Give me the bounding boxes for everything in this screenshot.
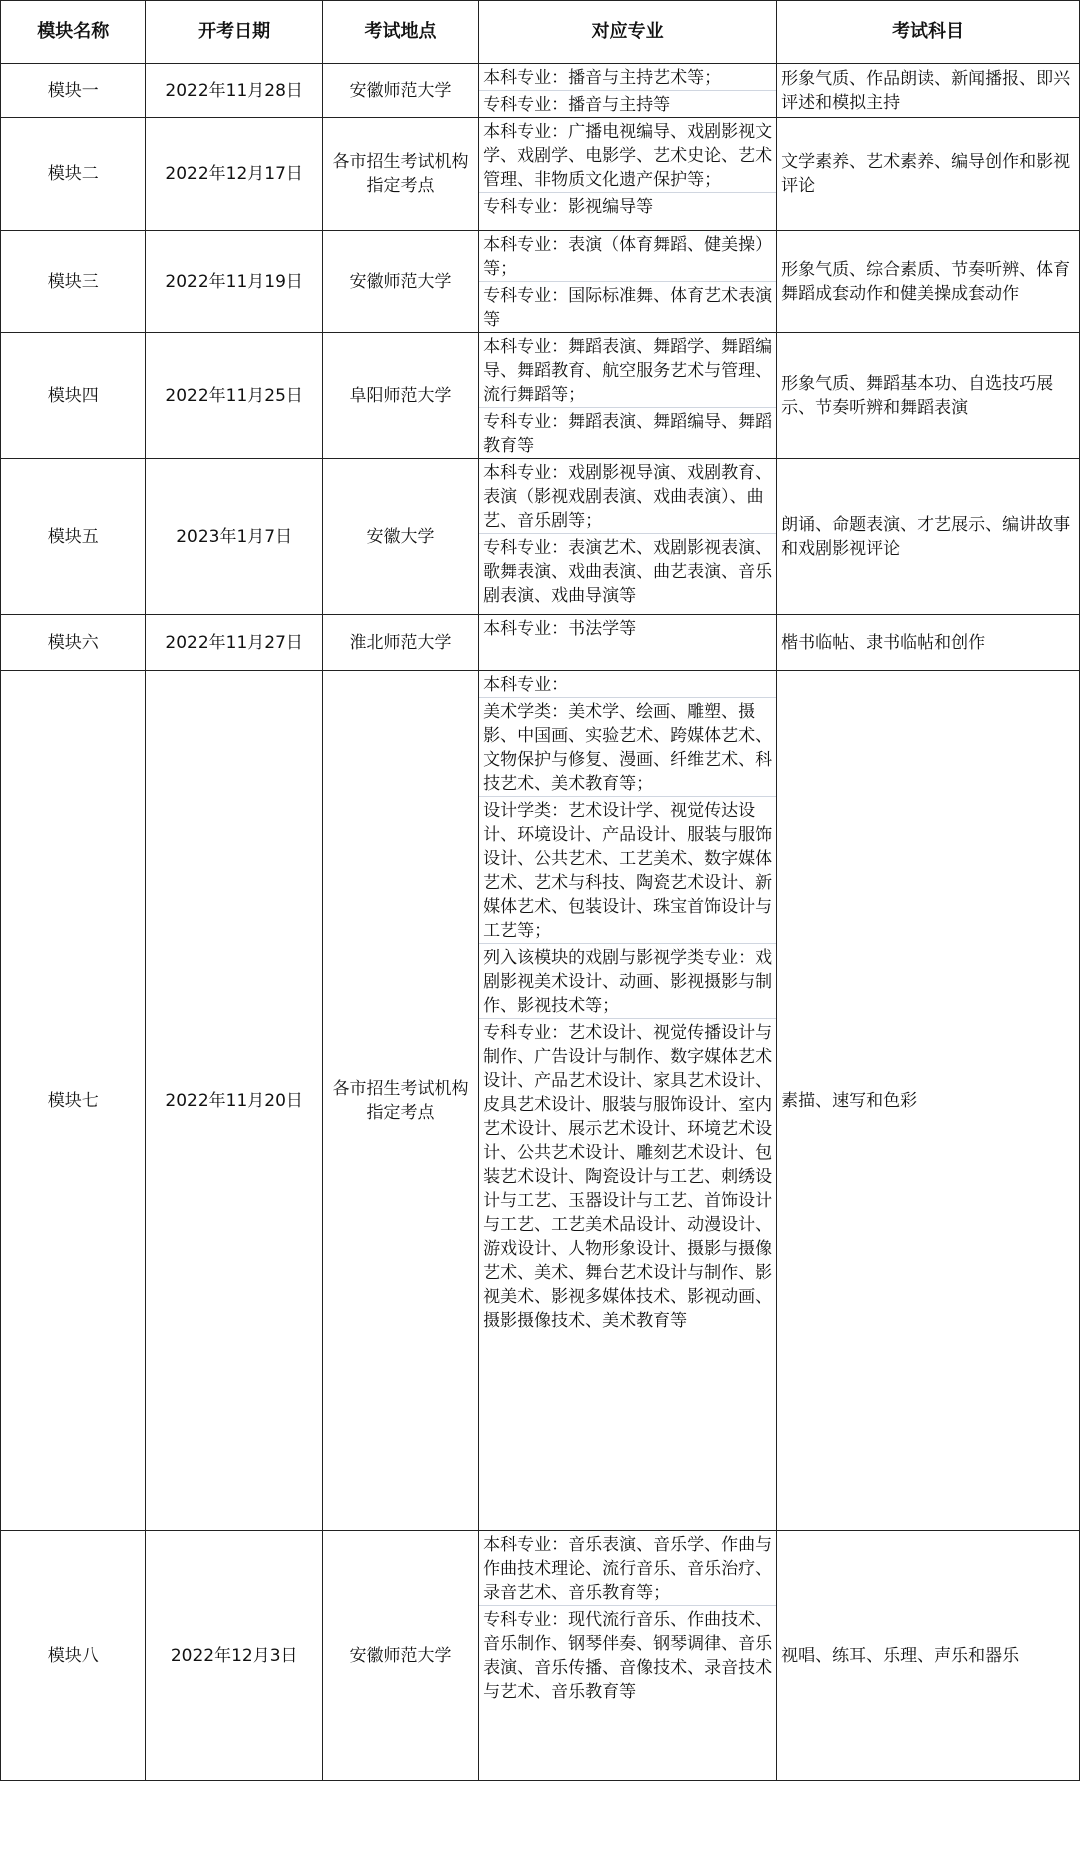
majors-cell [479,64,777,118]
header-exam-location: 考试地点 [322,1,478,64]
majors-cell [479,118,777,231]
major-segment: 专科专业：影视编导等 [483,197,654,217]
exam-subjects: 形象气质、舞蹈基本功、自选技巧展示、节奏听辨和舞蹈表演 [777,333,1080,459]
major-segment: 美术学类：美术学、绘画、雕塑、摄影、中国画、实验艺术、跨媒体艺术、文物保护与修复、漫画、纤维艺术、科技艺术、美术教育等； [479,698,776,797]
major-segment: 本科专业：舞蹈表演、舞蹈学、舞蹈编导、舞蹈教育、航空服务艺术与管理、流行舞蹈等； [479,333,776,408]
exam-date: 2022年11月19日 [146,231,322,333]
table-row [1,231,1080,333]
majors-cell [479,1531,777,1781]
majors-cell [479,615,777,671]
exam-subjects: 视唱、练耳、乐理、声乐和器乐 [777,1531,1080,1781]
exam-date: 2022年11月20日 [146,671,322,1531]
major-segment: 专科专业：现代流行音乐、作曲技术、音乐制作、钢琴伴奏、钢琴调律、音乐表演、音乐传播、音像技术、录音技术与艺术、音乐教育等 [483,1610,773,1702]
major-segment: 专科专业：艺术设计、视觉传播设计与制作、广告设计与制作、数字媒体艺术设计、产品艺术设计、家具艺术设计、皮具艺术设计、服装与服饰设计、室内艺术设计、展示艺术设计、环境艺术设计、公共艺术设计、雕刻艺术设计、包装艺术设计、陶瓷设计与工艺、刺绣设计与工艺、玉器设计与工艺、首饰设计与工艺、工艺美术品设计、动漫设计、游戏设计、人物形象设计、摄影与摄像艺术、美术、舞台艺术设计与制作、影视美术、影视多媒体技术、影视动画、摄影摄像技术、美术教育等 [483,1023,773,1331]
table-row [1,615,1080,671]
major-segment: 专科专业：播音与主持等 [483,95,671,115]
major-segment: 专科专业：舞蹈表演、舞蹈编导、舞蹈教育等 [483,412,773,456]
exam-date: 2022年11月25日 [146,333,322,459]
major-segment: 本科专业：表演（体育舞蹈、健美操）等； [479,231,776,282]
table-row [1,118,1080,231]
header-row [1,1,1080,64]
exam-location: 安徽师范大学 [322,1531,478,1781]
exam-subjects: 楷书临帖、隶书临帖和创作 [777,615,1080,671]
module-name: 模块七 [1,671,146,1531]
exam-subjects: 文学素养、艺术素养、编导创作和影视评论 [777,118,1080,231]
exam-date: 2022年12月3日 [146,1531,322,1781]
header-exam-date: 开考日期 [146,1,322,64]
major-segment: 本科专业：书法学等 [483,619,637,639]
module-name: 模块四 [1,333,146,459]
header-exam-subjects: 考试科目 [777,1,1080,64]
exam-location: 各市招生考试机构指定考点 [322,671,478,1531]
major-segment: 专科专业：表演艺术、戏剧影视表演、歌舞表演、戏曲表演、曲艺表演、音乐剧表演、戏曲导演等 [483,538,773,606]
module-name: 模块一 [1,64,146,118]
module-name: 模块六 [1,615,146,671]
module-name: 模块五 [1,459,146,615]
exam-location: 淮北师范大学 [322,615,478,671]
module-name: 模块二 [1,118,146,231]
exam-location: 阜阳师范大学 [322,333,478,459]
exam-date: 2022年11月28日 [146,64,322,118]
header-majors: 对应专业 [479,1,777,64]
exam-location: 各市招生考试机构指定考点 [322,118,478,231]
exam-date: 2022年11月27日 [146,615,322,671]
majors-cell [479,671,777,1531]
majors-cell [479,231,777,333]
major-segment: 本科专业：广播电视编导、戏剧影视文学、戏剧学、电影学、艺术史论、艺术管理、非物质文化遗产保护等； [479,118,776,193]
table-row [1,459,1080,615]
major-segment: 本科专业： [479,671,776,698]
table-row [1,333,1080,459]
major-segment: 本科专业：播音与主持艺术等； [479,64,776,91]
exam-location: 安徽师范大学 [322,64,478,118]
exam-location: 安徽大学 [322,459,478,615]
table-row [1,671,1080,1531]
majors-cell [479,459,777,615]
major-segment: 列入该模块的戏剧与影视学类专业：戏剧影视美术设计、动画、影视摄影与制作、影视技术等； [479,944,776,1019]
module-name: 模块八 [1,1531,146,1781]
table-row [1,64,1080,118]
module-name: 模块三 [1,231,146,333]
exam-location: 安徽师范大学 [322,231,478,333]
major-segment: 设计学类：艺术设计学、视觉传达设计、环境设计、产品设计、服装与服饰设计、公共艺术、工艺美术、数字媒体艺术、艺术与科技、陶瓷艺术设计、新媒体艺术、包装设计、珠宝首饰设计与工艺等； [479,797,776,944]
exam-subjects: 朗诵、命题表演、才艺展示、编讲故事和戏剧影视评论 [777,459,1080,615]
exam-subjects: 形象气质、作品朗读、新闻播报、即兴评述和模拟主持 [777,64,1080,118]
table-row [1,1531,1080,1781]
majors-cell [479,333,777,459]
major-segment: 本科专业：音乐表演、音乐学、作曲与作曲技术理论、流行音乐、音乐治疗、录音艺术、音乐教育等； [479,1531,776,1606]
major-segment: 专科专业：国际标准舞、体育艺术表演等 [483,286,773,330]
exam-date: 2022年12月17日 [146,118,322,231]
exam-date: 2023年1月7日 [146,459,322,615]
exam-subjects: 形象气质、综合素质、节奏听辨、体育舞蹈成套动作和健美操成套动作 [777,231,1080,333]
header-module-name: 模块名称 [1,1,146,64]
major-segment: 本科专业：戏剧影视导演、戏剧教育、表演（影视戏剧表演、戏曲表演）、曲艺、音乐剧等； [479,459,776,534]
exam-subjects: 素描、速写和色彩 [777,671,1080,1531]
